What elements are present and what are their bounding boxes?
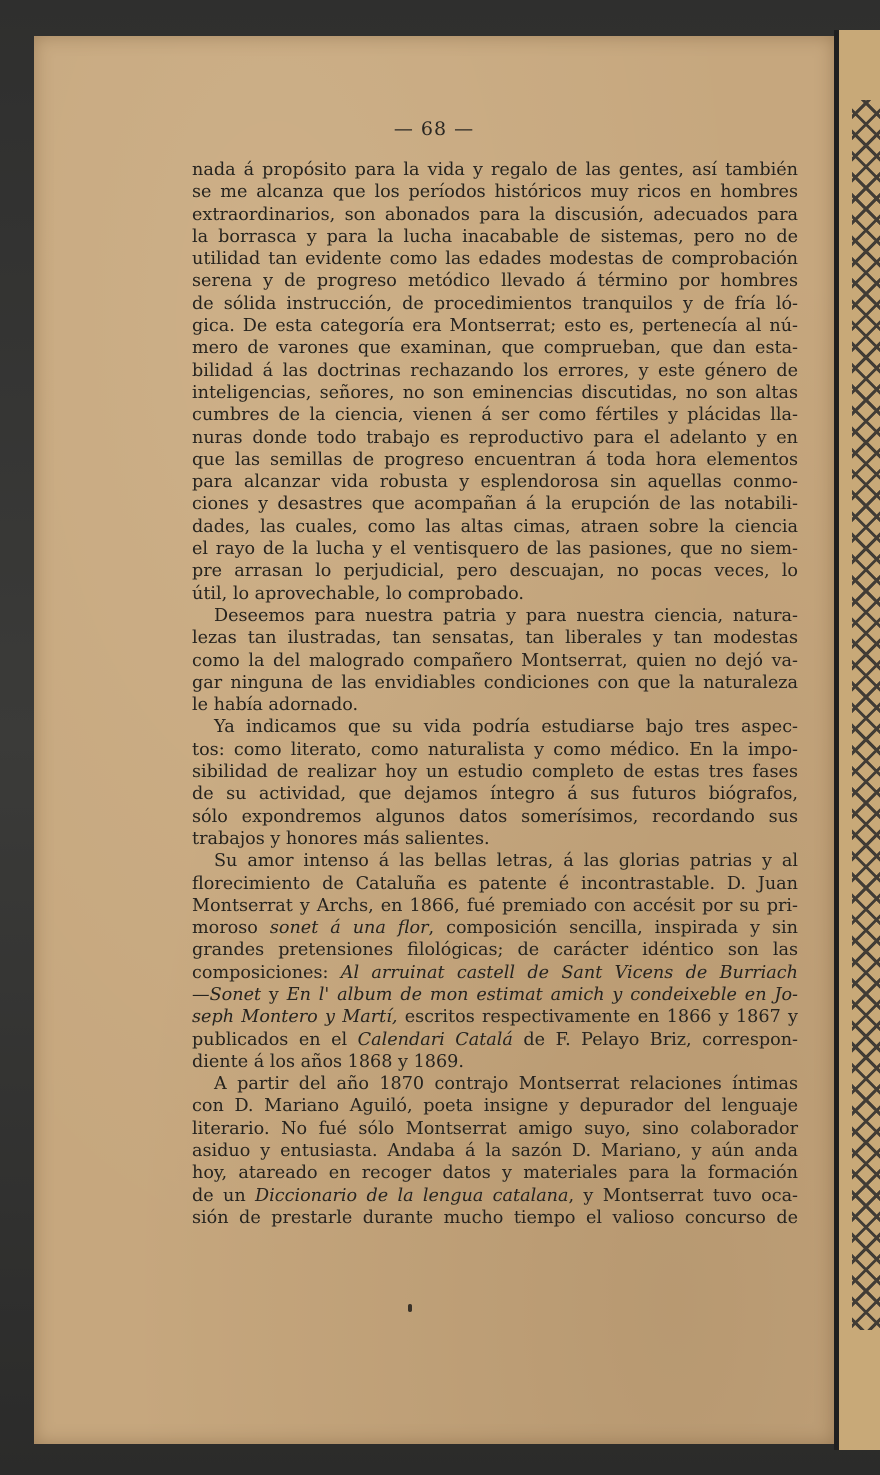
text-line	[192, 1095, 798, 1117]
text-line	[192, 1207, 798, 1229]
page-number: — 68 —	[393, 118, 475, 140]
text-segment: de un	[192, 1185, 255, 1206]
italic-title-text: Diccionario de la lengua catalana	[255, 1185, 569, 1206]
text-line	[192, 1051, 798, 1073]
text-line: gica. De esta categoría era Montserrat; esto es, pertenecía al nú-	[192, 316, 798, 337]
text-line	[192, 1006, 798, 1028]
book-page	[34, 36, 834, 1444]
text-segment: moroso	[192, 918, 270, 939]
text-line: que las semillas de progreso encuentran á toda hora elementos	[192, 449, 798, 470]
text-line: inteligencias, señores, no son eminencias discutidas, no son altas	[192, 382, 798, 403]
text-line	[192, 939, 798, 961]
text-line: ciones y desastres que acompañan á la erupción de las notabili-	[192, 494, 798, 515]
text-line: bilidad á las doctrinas rechazando los errores, y este género de	[192, 360, 798, 381]
text-segment: diente á los años 1868 y 1869.	[192, 1051, 464, 1072]
text-line: sólo expondremos algunos datos somerísimos, recordando sus	[192, 806, 798, 827]
text-segment: , y Montserrat tuvo oca-	[568, 1185, 799, 1206]
text-line: cumbres de la ciencia, vienen á ser como fértiles y plácidas lla-	[192, 405, 798, 426]
text-segment: , composición sencilla, inspirada y sin	[428, 918, 799, 939]
text-line: pre arrasan lo perjudicial, pero descuajan, no pocas veces, lo	[192, 561, 798, 582]
ink-mark	[408, 1304, 412, 1312]
text-segment: de F. Pelayo Briz, correspon-	[512, 1029, 798, 1050]
text-line: tos: como literato, como naturalista y como médico. En la impo-	[192, 739, 798, 760]
text-segment: publicados en el	[192, 1029, 358, 1050]
text-segment: grandes pretensiones filológicas; de carácter idéntico son las	[192, 940, 798, 961]
text-line: sibilidad de realizar hoy un estudio completo de estas tres fases	[192, 762, 798, 783]
body-text	[192, 159, 798, 1229]
text-line: extraordinarios, son abonados para la discusión, adecuados para	[192, 204, 798, 225]
text-line: florecimiento de Cataluña es patente é incontrastable. D. Juan	[192, 873, 798, 894]
text-segment: con D. Mariano Aguiló, poeta insigne y depurador del lenguaje	[192, 1096, 798, 1117]
text-line	[192, 1140, 798, 1162]
text-line: como la del malogrado compañero Montserrat, quien no dejó va-	[192, 650, 798, 671]
text-segment: hoy, atareado en recoger datos y materiales para la formación	[192, 1163, 798, 1184]
text-segment: y	[261, 984, 287, 1005]
page-gutter	[834, 30, 839, 1450]
italic-title-text: Al arruinat castell de Sant Vicens de Burriach	[340, 962, 798, 983]
text-segment: composiciones:	[192, 962, 341, 983]
text-segment: sión de prestarle durante mucho tiempo el valioso concurso de	[192, 1207, 798, 1228]
text-line	[192, 1185, 798, 1207]
text-segment: literario. No fué sólo Montserrat amigo suyo, sino colaborador	[192, 1118, 798, 1139]
text-line: se me alcanza que los períodos históricos muy ricos en hombres	[192, 182, 798, 203]
text-line: de sólida instrucción, de procedimientos tranquilos y de fría ló-	[192, 293, 798, 314]
italic-title-text: —Sonet	[192, 984, 262, 1005]
text-line	[192, 1118, 798, 1140]
text-segment: asiduo y entusiasta. Andaba á la sazón D. Mariano, y aún anda	[192, 1141, 798, 1162]
text-line: el rayo de la lucha y el ventisquero de las pasiones, que no siem-	[192, 539, 798, 560]
italic-title-text: sonet á una flor	[269, 918, 429, 939]
text-line: le había adornado.	[192, 695, 359, 716]
text-line: dades, las cuales, como las altas cimas, atraen sobre la ciencia	[192, 516, 798, 537]
text-line	[192, 1073, 798, 1095]
text-line: para alcanzar vida robusta y esplendorosa sin aquellas conmo-	[192, 472, 798, 493]
text-line: nada á propósito para la vida y regalo de las gentes, así también	[192, 160, 798, 180]
text-line: trabajos y honores más salientes.	[192, 828, 490, 849]
text-segment: A partir del año 1870 contrajo Montserrat relaciones íntimas	[214, 1074, 798, 1095]
text-line	[192, 1162, 798, 1184]
text-line	[192, 917, 798, 939]
text-line: Su amor intenso á las bellas letras, á las glorias patrias y al	[214, 851, 798, 872]
adjacent-page-edge	[838, 30, 880, 1450]
text-line	[192, 962, 798, 984]
text-line: serena y de progreso metódico llevado á término por hombres	[192, 271, 798, 292]
text-segment: escritos respectivamente en 1866 y 1867 y	[397, 1007, 798, 1028]
text-line: útil, lo aprovechable, lo comprobado.	[192, 583, 525, 604]
text-line: la borrasca y para la lucha inacabable de sistemas, pero no de	[192, 226, 798, 247]
italic-title-text: seph Montero y Martí,	[192, 1007, 398, 1028]
text-line: utilidad tan evidente como las edades modestas de comprobación	[192, 249, 798, 270]
text-line: gar ninguna de las envidiables condiciones con que la naturaleza	[192, 672, 798, 693]
italic-title-text: Calendari Catalá	[357, 1029, 513, 1050]
italic-title-text: En l' album de mon estimat amich y condeixeble en Jo-	[286, 984, 799, 1005]
text-line: Ya indicamos que su vida podría estudiarse bajo tres aspec-	[214, 717, 798, 738]
text-line: Montserrat y Archs, en 1866, fué premiado con accésit por su pri-	[192, 895, 798, 916]
text-line: lezas tan ilustradas, tan sensatas, tan liberales y tan modestas	[192, 628, 798, 649]
text-line	[192, 1029, 798, 1051]
decorative-border-pattern	[852, 100, 880, 1330]
text-line: mero de varones que examinan, que comprueban, que dan esta-	[192, 338, 798, 359]
text-line: nuras donde todo trabajo es reproductivo para el adelanto y en	[192, 427, 798, 448]
text-line	[192, 984, 798, 1006]
text-line: Deseemos para nuestra patria y para nuestra ciencia, natura-	[214, 605, 798, 626]
text-line: de su actividad, que dejamos íntegro á sus futuros biógrafos,	[192, 784, 798, 805]
